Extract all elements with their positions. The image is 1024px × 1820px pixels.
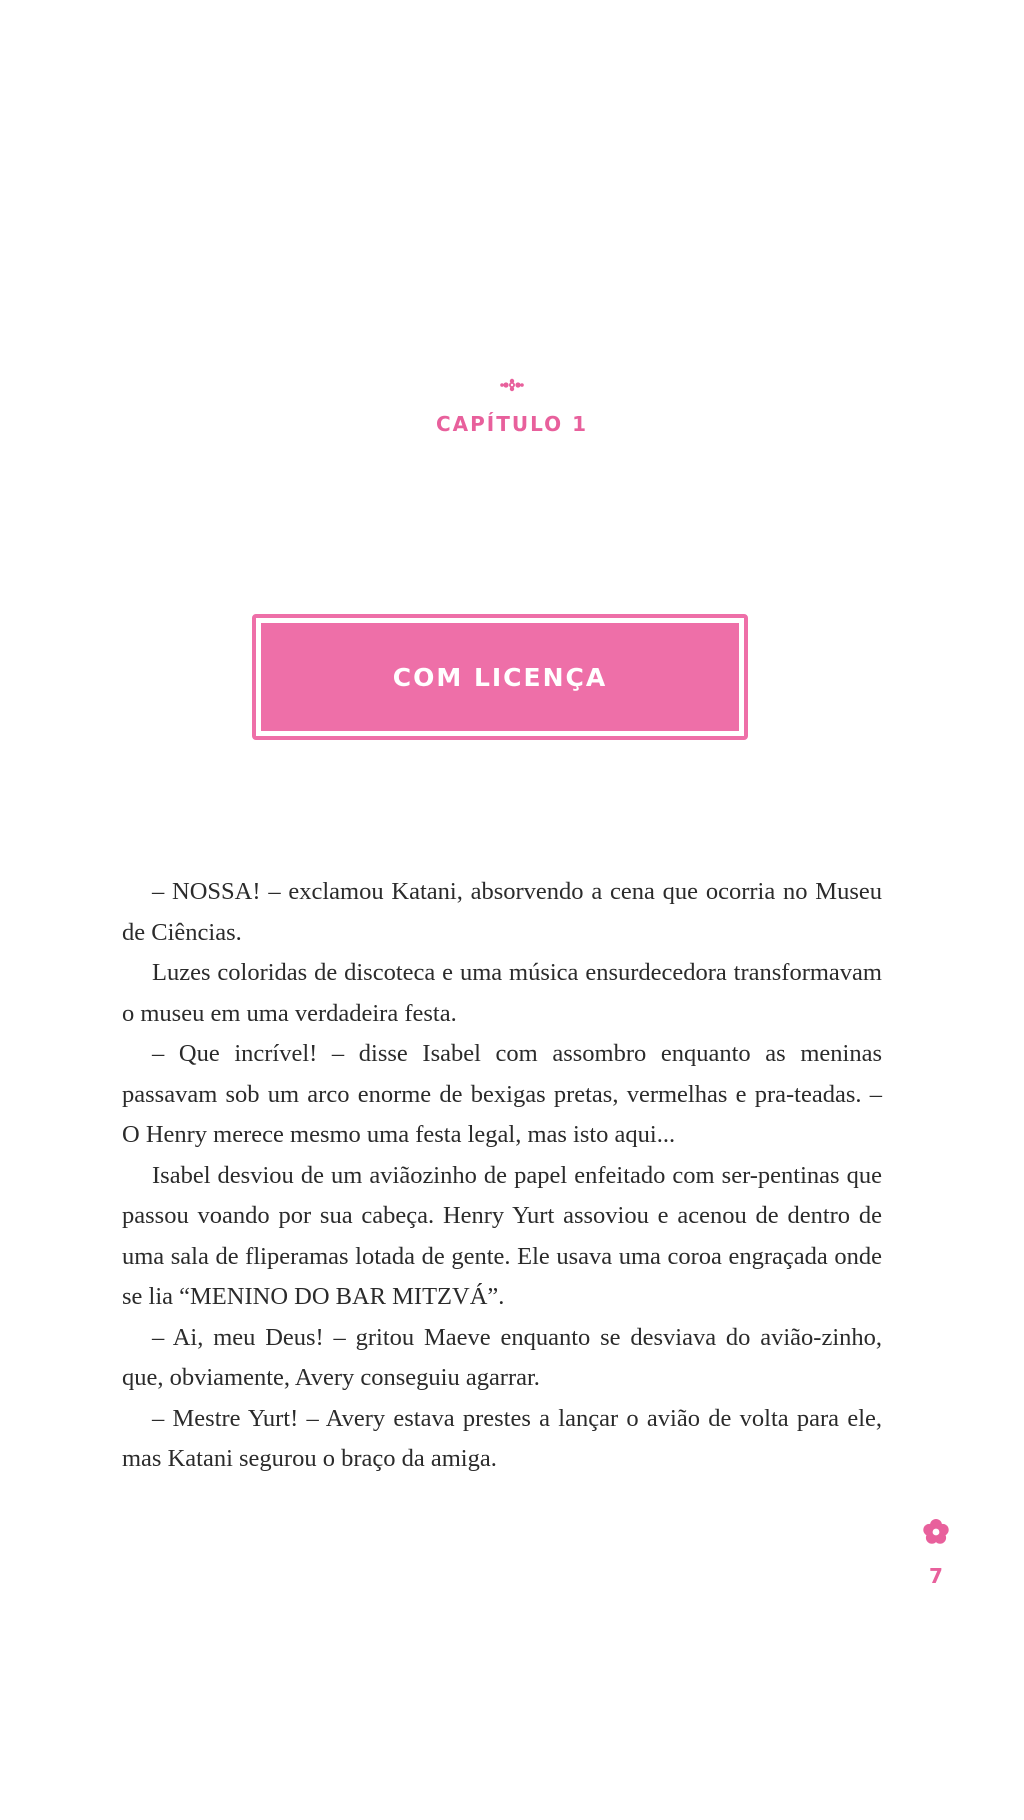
rosette-ornament-icon (0, 378, 1024, 392)
chapter-title-box (252, 614, 748, 740)
paragraph: – NOSSA! – exclamou Katani, absorvendo a cena que ocorria no Museu de Ciências. (122, 878, 882, 946)
flower-icon (922, 1518, 950, 1546)
chapter-title: COM LICENÇA (261, 623, 739, 731)
paragraph: – Que incrível! – disse Isabel com assombro enquanto as meninas passavam sob um arco enorme de bexigas pretas, vermelhas e pra-teadas. – O Henry merece mesmo uma festa legal, mas isto aqui... (122, 1040, 882, 1148)
paragraph: – Mestre Yurt! – Avery estava prestes a lançar o avião de volta para ele, mas Katani segurou o braço da amiga. (122, 1404, 882, 1472)
chapter-label: CAPÍTULO 1 (435, 412, 589, 436)
body-text (122, 872, 882, 1480)
paragraph: Isabel desviou de um aviãozinho de papel enfeitado com ser-pentinas que passou voando por sua cabeça. Henry Yurt assoviou e acenou de dentro de uma sala de fliperamas lotada de gente. Ele usava uma coroa engraçada onde se lia “MENINO DO BAR MITZVÁ”. (122, 1161, 882, 1310)
page-number: 7 (929, 1564, 943, 1588)
paragraph: Luzes coloridas de discoteca e uma música ensurdecedora transformavam o museu em uma verdadeira festa. (122, 959, 882, 1027)
paragraph: – Ai, meu Deus! – gritou Maeve enquanto se desviava do avião-zinho, que, obviamente, Avery conseguiu agarrar. (122, 1323, 882, 1391)
